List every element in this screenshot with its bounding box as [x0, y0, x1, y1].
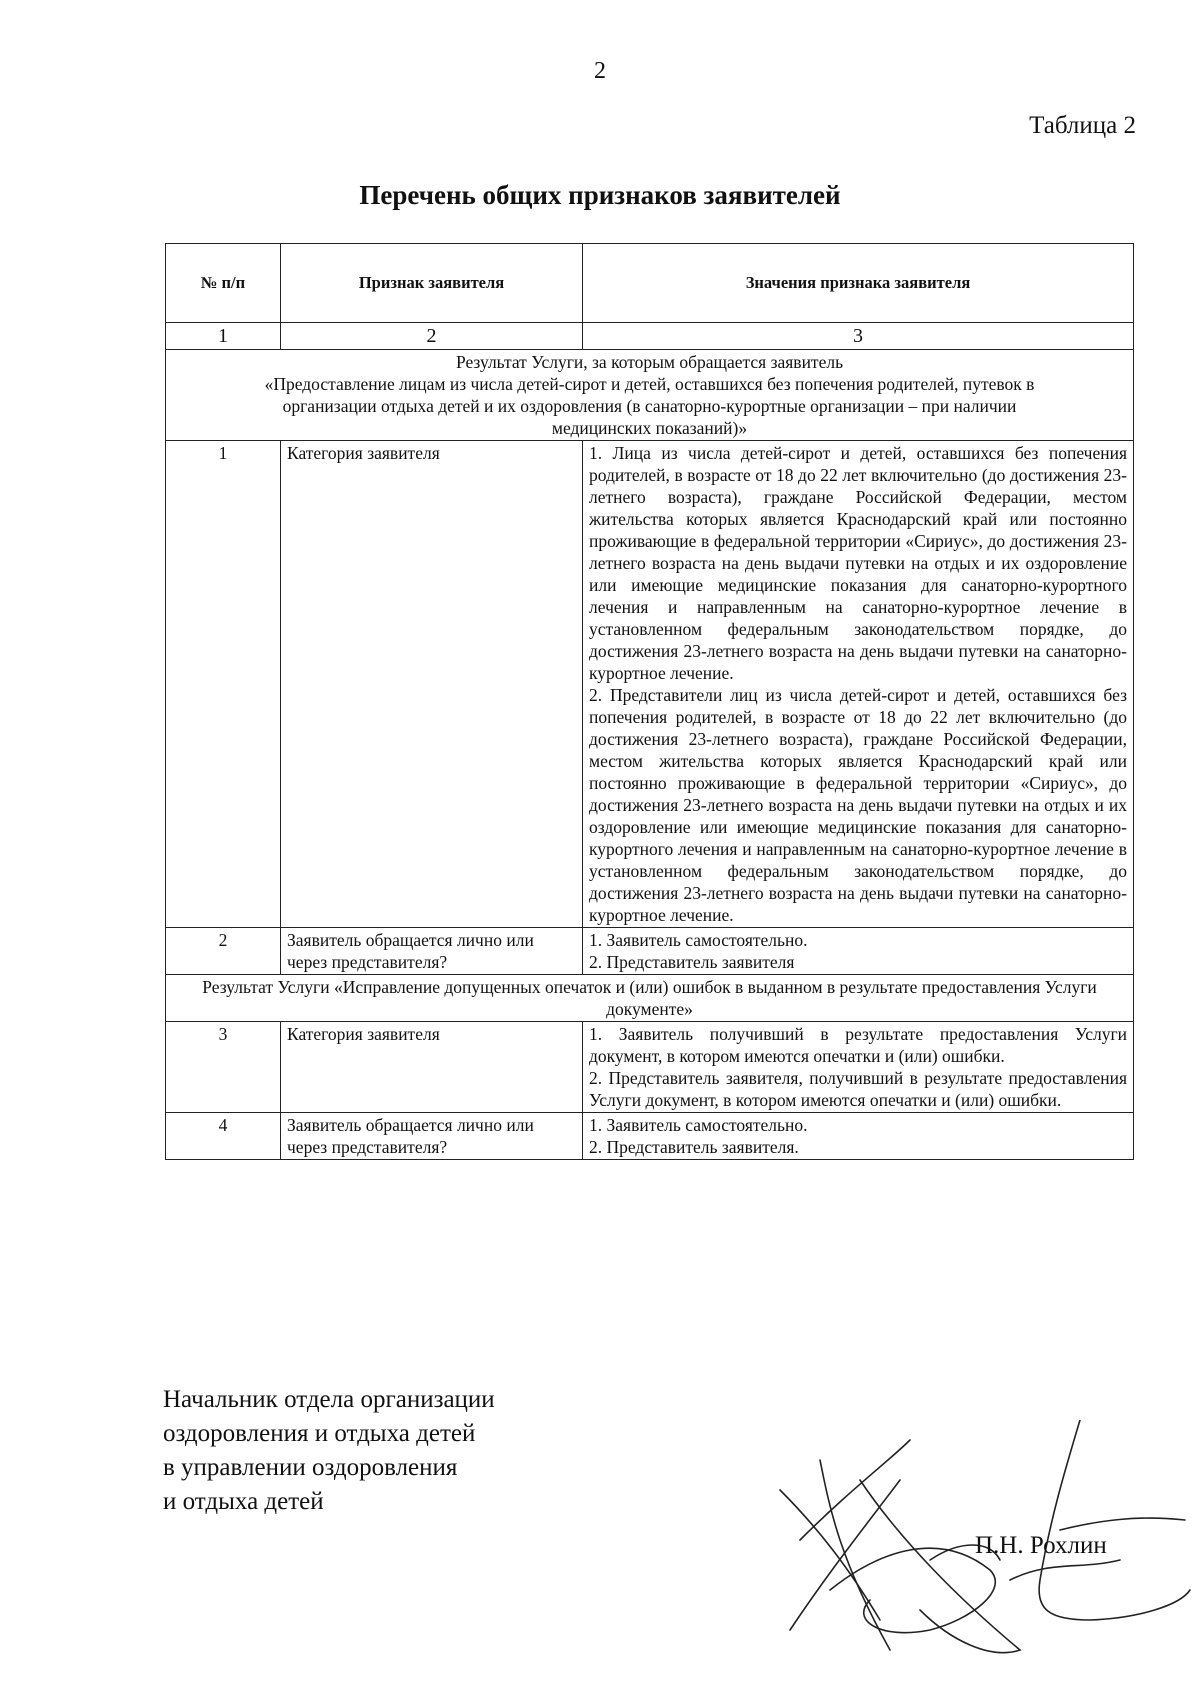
column-number: 2 — [281, 323, 583, 350]
table-label: Таблица 2 — [1029, 112, 1136, 139]
row-attribute: Категория заявителя — [281, 441, 583, 928]
row-values — [583, 441, 1134, 928]
position-line: Начальник отдела организации — [163, 1386, 495, 1413]
document-title: Перечень общих признаков заявителей — [359, 180, 841, 210]
signatory-name: П.Н. Рохлин — [975, 1532, 1107, 1559]
value-item: 1. Лица из числа детей-сирот и детей, оставшихся без попечения родителей, в возрасте от 18 до 22 лет включительно (до достижения 23-летнего возраста), граждане Российской Федерации, местом жительства которых является Краснодарский край или постоянно проживающие в федеральной территории «Сириус», до достижения 23-летнего возраста на день выдачи путевки на отдых и их оздоровление или имеющие медицинские показания для санаторно-курортного лечения и направленным на санаторно-курортное лечение в установленном федеральным законодательством порядке, до достижения 23-летнего возраста на день выдачи путевки на санаторно-курортное лечение. — [589, 443, 1127, 683]
table-row — [166, 928, 1134, 975]
table-row — [166, 1113, 1134, 1160]
row-attribute: Заявитель обращается лично или через представителя? — [281, 1113, 583, 1160]
signatory-position — [163, 1383, 495, 1519]
section-title: Результат Услуги «Исправление допущенных опечаток и (или) ошибок в выданном в результате предоставления Услуги документе» — [166, 975, 1134, 1022]
value-item: 1. Заявитель получивший в результате предоставления Услуги документ, в котором имеются опечатки и (или) ошибки. — [589, 1024, 1127, 1066]
column-number: 3 — [583, 323, 1134, 350]
row-number: 1 — [166, 441, 281, 928]
row-attribute: Заявитель обращается лично или через представителя? — [281, 928, 583, 975]
applicant-attributes-table — [165, 243, 1134, 1160]
value-item: 2. Представитель заявителя — [589, 952, 795, 972]
value-item: 1. Заявитель самостоятельно. — [589, 1115, 808, 1135]
section-title — [166, 350, 1134, 441]
section-line: организации отдыха детей и их оздоровления (в санаторно-курортные организации – при наличии — [282, 396, 1017, 416]
row-attribute: Категория заявителя — [281, 1022, 583, 1113]
section-line: медицинских показаний)» — [551, 418, 748, 438]
value-item: 2. Представитель заявителя, получивший в результате предоставления Услуги документ, в котором имеются опечатки и (или) ошибки. — [589, 1068, 1127, 1110]
row-values — [583, 1113, 1134, 1160]
section-line: Результат Услуги, за которым обращается заявитель — [455, 352, 844, 372]
section-line: «Предоставление лицам из числа детей-сирот и детей, оставшихся без попечения родителей, путевок в — [264, 374, 1035, 394]
page-number: 2 — [594, 58, 606, 84]
position-line: и отдыха детей — [163, 1488, 324, 1515]
position-line: в управлении оздоровления — [163, 1454, 458, 1481]
row-number: 4 — [166, 1113, 281, 1160]
value-item: 2. Представитель заявителя. — [589, 1137, 799, 1157]
value-item: 1. Заявитель самостоятельно. — [589, 930, 808, 950]
value-item: 2. Представители лиц из числа детей-сирот и детей, оставшихся без попечения родителей, в возрасте от 18 до 22 лет включительно (до достижения 23-летнего возраста), граждане Российской Федерации, местом жительства которых является Краснодарский край или постоянно проживающие в федеральной территории «Сириус», до достижения 23-летнего возраста на день выдачи путевки на отдых и их оздоровление или имеющие медицинские показания для санаторно-курортного лечения и направленным на санаторно-курортное лечение в установленном федеральным законодательством порядке, до достижения 23-летнего возраста на день выдачи путевки на санаторно-курортное лечение. — [589, 685, 1127, 925]
row-number: 2 — [166, 928, 281, 975]
column-number-row — [166, 323, 1134, 350]
section-row — [166, 975, 1134, 1022]
position-line: оздоровления и отдыха детей — [163, 1420, 476, 1447]
header-attribute: Признак заявителя — [281, 244, 583, 323]
table-header-row — [166, 244, 1134, 323]
row-number: 3 — [166, 1022, 281, 1113]
header-number: № п/п — [166, 244, 281, 323]
table-row — [166, 441, 1134, 928]
column-number: 1 — [166, 323, 281, 350]
header-values: Значения признака заявителя — [583, 244, 1134, 323]
section-row — [166, 350, 1134, 441]
table-row — [166, 1022, 1134, 1113]
row-values — [583, 928, 1134, 975]
row-values — [583, 1022, 1134, 1113]
